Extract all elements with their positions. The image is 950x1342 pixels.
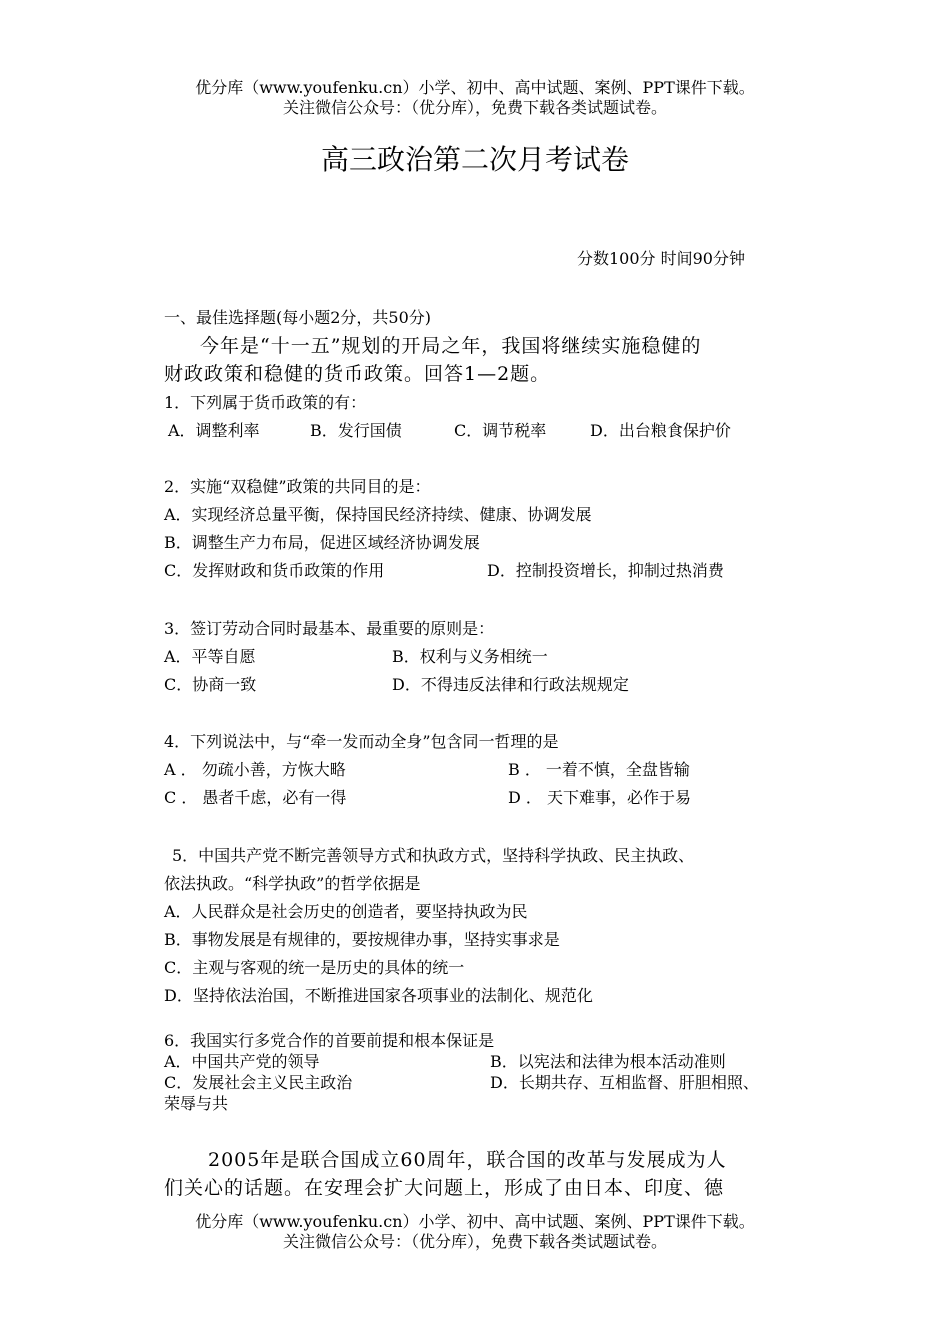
question-stem: 2．实施“双稳健”政策的共同目的是： (164, 477, 431, 496)
option-d: D．不得违反法律和行政法规规定 (392, 675, 629, 694)
section-heading: 一、最佳选择题(每小题2分，共50分) (164, 308, 432, 327)
option-d: D ． 天下难事，必作于易 (508, 788, 692, 807)
option-b: B ． 一着不慎，全盘皆输 (508, 760, 690, 779)
header-line-2: 关注微信公众号：（优分库），免费下载各类试题试卷。 (282, 98, 667, 117)
option-b: B．以宪法和法律为根本活动准则 (490, 1052, 726, 1071)
option-c: C．发挥财政和货币政策的作用 (164, 561, 385, 580)
option-b: B．事物发展是有规律的，要按规律办事，坚持实事求是 (164, 930, 560, 949)
option-a: A．平等自愿 (164, 647, 256, 666)
question-stem: 1．下列属于货币政策的有： (164, 393, 367, 412)
footer-line-1: 优分库（www.youfenku.cn）小学、初中、高中试题、案例、PPT课件下载。 (195, 1212, 755, 1231)
option-c: C．发展社会主义民主政治 (164, 1073, 353, 1092)
question-stem-line-2: 依法执政。“科学执政”的哲学依据是 (164, 874, 421, 893)
option-d-continued: 荣辱与共 (164, 1094, 229, 1113)
option-d: D．坚持依法治国，不断推进国家各项事业的法制化、规范化 (164, 986, 593, 1005)
option-d: D．出台粮食保护价 (590, 421, 731, 440)
page-title: 高三政治第二次月考试卷 (320, 143, 629, 176)
option-b: B．权利与义务相统一 (392, 647, 548, 666)
option-d: D．长期共存、互相监督、肝胆相照、 (490, 1073, 759, 1092)
question-stem-line-1: 5．中国共产党不断完善领导方式和执政方式，坚持科学执政、民主执政、 (172, 846, 695, 865)
option-a: A．调整利率 (168, 421, 260, 440)
score-time: 分数100分 时间90分钟 (577, 249, 745, 268)
option-c: C．主观与客观的统一是历史的具体的统一 (164, 958, 465, 977)
option-c: C ． 愚者千虑，必有一得 (164, 788, 347, 807)
option-a: A．人民群众是社会历史的创造者，要坚持执政为民 (164, 902, 528, 921)
question-stem: 4．下列说法中，与“牵一发而动全身”包含同一哲理的是 (164, 732, 559, 751)
option-a: A．实现经济总量平衡，保持国民经济持续、健康、协调发展 (164, 505, 592, 524)
option-c: C．调节税率 (454, 421, 547, 440)
passage-2-line-2: 们关心的话题。在安理会扩大问题上，形成了由日本、印度、德 (164, 1177, 725, 1199)
option-d: D．控制投资增长，抑制过热消费 (487, 561, 724, 580)
header-line-1: 优分库（www.youfenku.cn）小学、初中、高中试题、案例、PPT课件下载。 (195, 78, 755, 97)
option-c: C．协商一致 (164, 675, 257, 694)
option-b: B．调整生产力布局，促进区域经济协调发展 (164, 533, 480, 552)
passage-1-line-1: 今年是“十一五”规划的开局之年，我国将继续实施稳健的 (200, 335, 702, 357)
option-b: B．发行国债 (310, 421, 402, 440)
option-a: A ． 勿疏小善，方恢大略 (164, 760, 346, 779)
option-a: A．中国共产党的领导 (164, 1052, 320, 1071)
question-stem: 6．我国实行多党合作的首要前提和根本保证是 (164, 1031, 495, 1050)
passage-1-line-2: 财政政策和稳健的货币政策。回答1—2题。 (164, 363, 551, 385)
question-stem: 3．签订劳动合同时最基本、最重要的原则是： (164, 619, 495, 638)
passage-2-line-1: 2005年是联合国成立60周年，联合国的改革与发展成为人 (208, 1149, 727, 1171)
footer-line-2: 关注微信公众号：（优分库），免费下载各类试题试卷。 (282, 1232, 667, 1251)
